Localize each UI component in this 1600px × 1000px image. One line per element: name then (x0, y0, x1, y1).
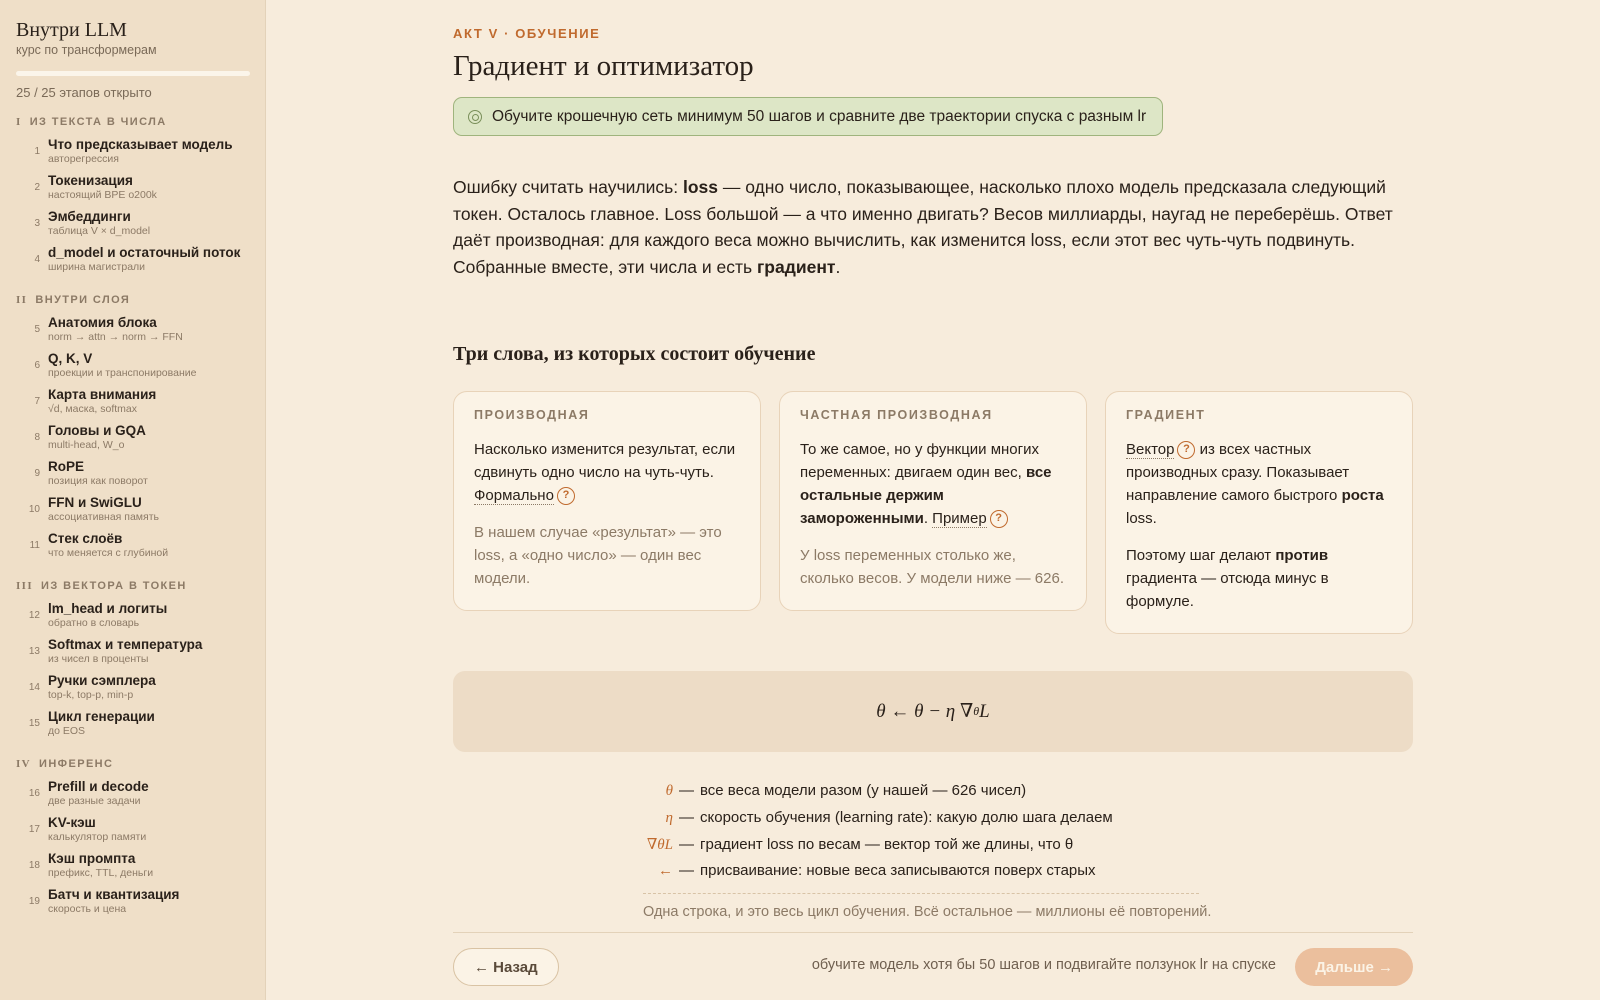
card-note: У loss переменных столько же, сколько весов. У модели ниже — 626. (800, 547, 1064, 587)
task-text: Обучите крошечную сеть минимум 50 шагов и сравните две траектории спуска с разным lr (492, 107, 1147, 125)
legend-divider (643, 893, 1199, 894)
section-heading: III ИЗ ВЕКТОРА В ТОКЕН (16, 580, 187, 592)
sidebar-item[interactable] (16, 528, 249, 564)
lesson-subtitle: две разные задачи (48, 795, 141, 807)
lesson-number: 6 (34, 360, 40, 371)
lesson-title: Эмбеддинги (48, 209, 131, 224)
lesson-title: Анатомия блока (48, 315, 157, 330)
lesson-number: 19 (28, 896, 40, 907)
lesson-subtitle: скорость и цена (48, 903, 127, 915)
lesson-subtitle: префикс, TTL, деньги (48, 867, 154, 879)
card-partial-derivative (779, 391, 1087, 611)
lesson-title: Prefill и decode (48, 779, 149, 794)
sidebar-item[interactable] (16, 312, 249, 348)
lesson-number: 15 (28, 718, 40, 729)
example-link[interactable]: Пример (932, 510, 987, 527)
legend-row: ← — присваивание: новые веса записываются поверх старых (643, 862, 1223, 889)
lesson-nav (16, 116, 249, 920)
lesson-title: Карта внимания (48, 387, 157, 402)
lesson-title: FFN и SwiGLU (48, 495, 142, 510)
legend-row: η — скорость обучения (learning rate): какую долю шага делаем (643, 809, 1223, 836)
lesson-number: 3 (34, 218, 40, 229)
sidebar-item[interactable] (16, 884, 249, 920)
lesson-title: Цикл генерации (48, 709, 155, 724)
lesson-subtitle: до EOS (48, 725, 86, 737)
legend-symbol: ← (658, 862, 673, 879)
section-heading: IV ИНФЕРЕНС (16, 758, 114, 770)
sidebar-item[interactable] (16, 170, 249, 206)
sidebar (0, 0, 266, 1000)
lesson-number: 8 (34, 432, 40, 443)
card-heading: ПРОИЗВОДНАЯ (474, 408, 590, 422)
lesson-title: Q, K, V (48, 351, 93, 366)
card-heading: ГРАДИЕНТ (1126, 408, 1206, 422)
lesson-title: Батч и квантизация (48, 887, 180, 902)
vector-link[interactable]: Вектор (1126, 441, 1175, 458)
lesson-subtitle: калькулятор памяти (48, 831, 147, 843)
card-note: В нашем случае «результат» — это loss, а «одно число» — один вес модели. (474, 524, 722, 587)
lesson-number: 16 (28, 788, 40, 799)
course-progress-text: 25 / 25 этапов открыто (16, 85, 152, 100)
lesson-subtitle: авторегрессия (48, 153, 119, 165)
sidebar-item[interactable] (16, 492, 249, 528)
card-derivative (453, 391, 761, 611)
lesson-number: 5 (34, 324, 40, 335)
next-hint: обучите модель хотя бы 50 шагов и подвигайте ползунок lr на спуске (811, 957, 1276, 973)
sidebar-item[interactable] (16, 348, 249, 384)
lesson-title: RoPE (48, 459, 85, 474)
course-subtitle: курс по трансформерам (16, 43, 157, 57)
help-icon[interactable]: ? (990, 510, 1008, 528)
legend-text: присваивание: новые веса записываются поверх старых (700, 861, 1096, 879)
lesson-title: Стек слоёв (48, 531, 123, 546)
lesson-number: 18 (28, 860, 40, 871)
lesson-number: 9 (34, 468, 40, 479)
sidebar-item[interactable] (16, 456, 249, 492)
lesson-number: 14 (28, 682, 40, 693)
target-icon (468, 110, 482, 124)
lesson-number: 1 (34, 146, 40, 157)
update-formula: θ ← θ − η ∇ θ L (453, 671, 1413, 752)
legend-text: все веса модели разом (у нашей — 626 чисел) (700, 782, 1027, 799)
lesson-subtitle: multi-head, W_o (48, 439, 125, 451)
back-button[interactable]: ← Назад (453, 948, 559, 986)
lesson-title: KV-кэш (48, 815, 96, 830)
next-button[interactable]: Дальше → (1295, 948, 1413, 986)
sidebar-item[interactable] (16, 812, 249, 848)
lesson-number: 17 (28, 824, 40, 835)
section-heading: I ИЗ ТЕКСТА В ЧИСЛА (16, 116, 167, 128)
sidebar-item[interactable] (16, 598, 249, 634)
course-progress-bar (16, 71, 250, 76)
course-title: Внутри LLM (16, 19, 127, 41)
lesson-subtitle: из чисел в проценты (48, 653, 149, 665)
lesson-number: 7 (34, 396, 40, 407)
sidebar-item[interactable] (16, 242, 249, 278)
legend-row: θ — все веса модели разом (у нашей — 626 чисел) (643, 782, 1223, 809)
legend-text: скорость обучения (learning rate): какую долю шага делаем (700, 808, 1113, 826)
lesson-title: Что предсказывает модель (48, 137, 233, 152)
legend-symbol: ∇θL (646, 837, 673, 854)
main-content (266, 0, 1600, 1000)
card-text: Вектор ? из всех частных производных сразу. Показывает направление самого быстрого роста loss. (1126, 441, 1384, 527)
lesson-subtitle: таблица V × d_model (48, 225, 151, 237)
section-heading: II ВНУТРИ СЛОЯ (16, 294, 131, 306)
course-progress-fill (16, 71, 250, 76)
card-heading: ЧАСТНАЯ ПРОИЗВОДНАЯ (800, 408, 993, 422)
concept-cards (453, 391, 1413, 634)
lesson-title: Токенизация (48, 173, 133, 188)
lesson-title: lm_head и логиты (48, 601, 168, 616)
intro-paragraph: Ошибку считать научились: loss — одно число, показывающее, насколько плохо модель предсказала следующий токен. Осталось главное. Loss большой — а что именно двигать? Весов миллиарды, наугад не переберёшь. Ответ даёт производная: для каждого веса можно вычислить, как изменится loss, если этот вес чуть-чуть подвинуть. Собранные вместе, эти числа и есть градиент. (453, 177, 1393, 278)
card-gradient (1105, 391, 1413, 634)
help-icon[interactable]: ? (1177, 441, 1195, 459)
lesson-subtitle: что меняется с глубиной (48, 547, 169, 559)
lesson-title: Головы и GQA (48, 423, 146, 438)
lesson-subtitle: обратно в словарь (48, 617, 140, 629)
lesson-number: 12 (28, 610, 40, 621)
lesson-subtitle: norm → attn → norm → FFN (48, 331, 183, 343)
card-text: Насколько изменится результат, если сдвинуть одно число на чуть-чуть. Формально ? (474, 441, 736, 504)
sidebar-item[interactable] (16, 776, 249, 812)
legend-symbol: θ (665, 783, 673, 799)
lesson-subtitle: √d, маска, softmax (48, 403, 138, 415)
legend-symbol: η (665, 809, 673, 826)
lesson-title: d_model и остаточный поток (48, 245, 241, 260)
lesson-number: 2 (34, 182, 40, 193)
legend-row: ∇θL — градиент loss по весам — вектор той же длины, что θ (643, 835, 1223, 862)
lesson-title: Ручки сэмплера (48, 673, 156, 688)
act-label: АКТ V · ОБУЧЕНИЕ (453, 26, 601, 41)
card-text: То же самое, но у функции многих переменных: двигаем один вес, все остальные держим замороженными. Пример ? (800, 441, 1052, 527)
formula-legend (643, 782, 1223, 888)
lesson-title: Softmax и температура (48, 637, 203, 652)
sidebar-item[interactable] (16, 670, 249, 706)
lesson-subtitle: ассоциативная память (48, 511, 159, 523)
formal-definition-link[interactable]: Формально (474, 487, 554, 504)
lesson-title: Кэш промпта (48, 851, 136, 866)
lesson-subtitle: проекции и транспонирование (48, 367, 197, 379)
card-text-2: Поэтому шаг делают против градиента — отсюда минус в формуле. (1126, 547, 1329, 610)
lesson-subtitle: позиция как поворот (48, 475, 148, 487)
sidebar-item[interactable] (16, 420, 249, 456)
sidebar-item[interactable] (16, 384, 249, 420)
footer-divider (453, 932, 1413, 933)
sidebar-item[interactable] (16, 206, 249, 242)
legend-note: Одна строка, и это весь цикл обучения. Всё остальное — миллионы её повторений. (643, 904, 1212, 920)
lesson-number: 4 (34, 254, 40, 265)
sidebar-item[interactable] (16, 134, 249, 170)
lesson-subtitle: настоящий BPE o200k (48, 189, 157, 201)
page-title: Градиент и оптимизатор (453, 50, 754, 82)
sidebar-item[interactable] (16, 848, 249, 884)
lesson-number: 10 (28, 504, 40, 515)
lesson-number: 11 (29, 540, 40, 551)
help-icon[interactable]: ? (557, 487, 575, 505)
sidebar-item[interactable] (16, 706, 249, 742)
task-banner (453, 97, 1163, 136)
legend-text: градиент loss по весам — вектор той же длины, что θ (700, 836, 1074, 854)
lesson-subtitle: top-k, top-p, min-p (48, 689, 134, 701)
sidebar-item[interactable] (16, 634, 249, 670)
lesson-subtitle: ширина магистрали (48, 261, 146, 273)
section-subheading: Три слова, из которых состоит обучение (453, 343, 816, 365)
lesson-number: 13 (28, 646, 40, 657)
